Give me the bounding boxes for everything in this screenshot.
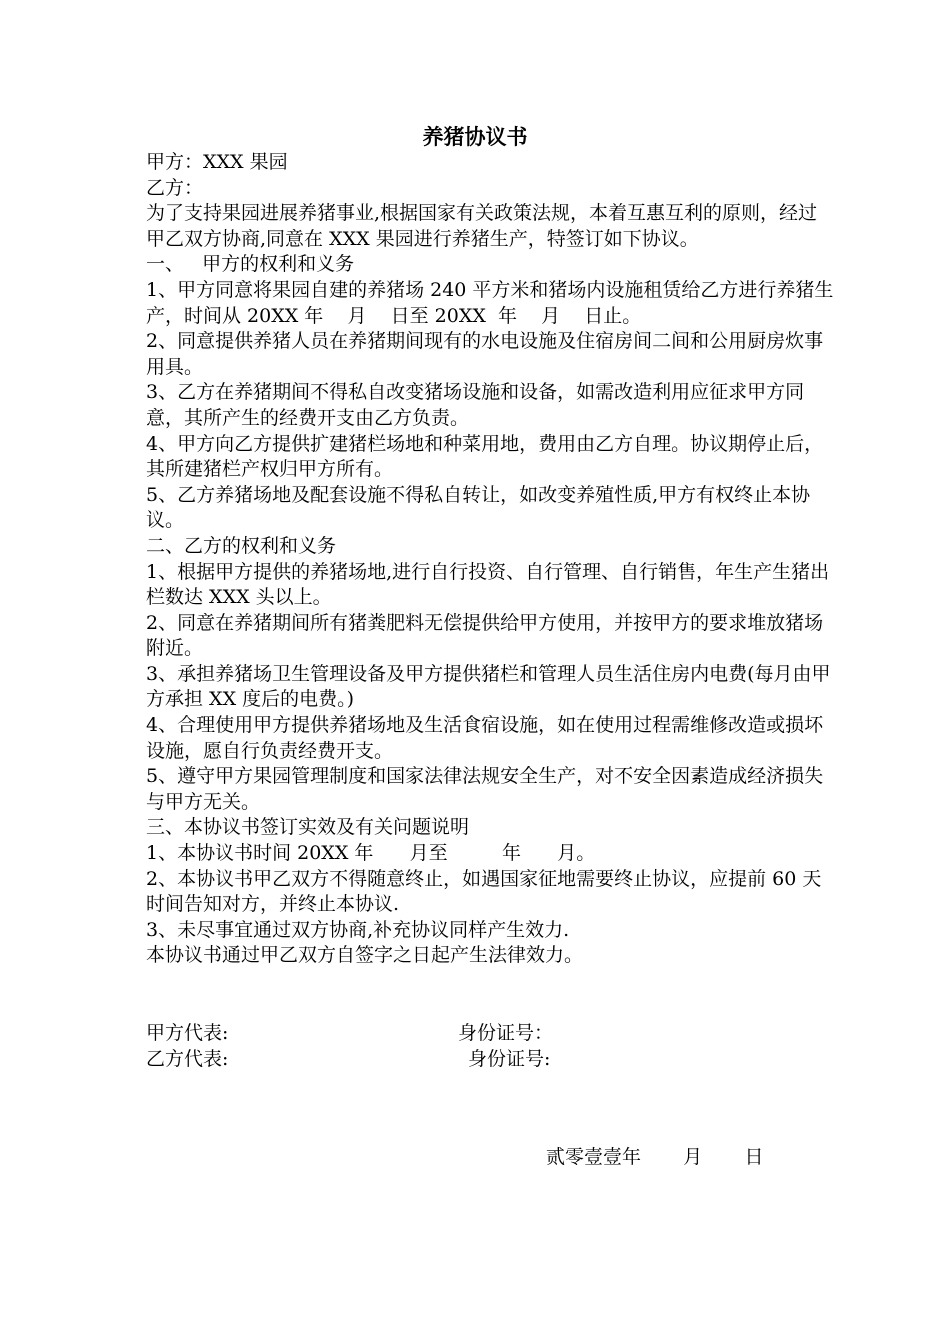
clause-a-2: 2、同意提供养猪人员在养猪期间现有的水电设施及住宿房间二间和公用厨房炊事用具。 — [146, 330, 824, 378]
document-title: 养猪协议书 — [422, 124, 528, 149]
clause-c-1: 1、本协议书时间 20XX 年 月至 年 月。 — [146, 842, 596, 865]
party-b-line: 乙方： — [146, 176, 204, 199]
clause-b-2: 2、同意在养猪期间所有猪粪肥料无偿提供给甲方使用，并按甲方的要求堆放猪场附近。 — [146, 611, 824, 660]
clause-a-3: 3、乙方在养猪期间不得私自改变猪场设施和设备，如需改造利用应征求甲方同意，其所产生的经费开支由乙方负责。 — [146, 381, 805, 429]
effective-statement: 本协议书通过甲乙双方自签字之日起产生法律效力。 — [146, 944, 584, 967]
signing-date: 贰零壹壹年 月 日 — [546, 1146, 764, 1168]
clause-c-3: 3、未尽事宜通过双方协商,补充协议同样产生效力. — [146, 918, 570, 941]
clause-b-5: 5、遵守甲方果园管理制度和国家法律法规安全生产，对不安全因素造成经济损失与甲方无关。 — [146, 765, 824, 813]
section-heading-party-b: 二、乙方的权利和义务 — [146, 534, 337, 557]
preamble-paragraph: 为了支持果园进展养猪事业,根据国家有关政策法规，本着互惠互利的原则，经过甲乙双方协商,同意在 XXX 果园进行养猪生产，特签订如下协议。 — [146, 202, 818, 250]
document-body — [146, 150, 836, 969]
clause-b-1: 1、根据甲方提供的养猪场地,进行自行投资、自行管理、自行销售，年生产生猪出栏数达 XXX 头以上。 — [146, 560, 830, 609]
clause-a-1: 1、甲方同意将果园自建的养猪场 240 平方米和猪场内设施租赁给乙方进行养猪生产，时间从 20XX 年 月 日至 20XX 年 月 日止。 — [146, 278, 834, 327]
section-heading-party-a: 一、 甲方的权利和义务 — [146, 253, 355, 276]
party-b-id-label: 身份证号: — [468, 1048, 551, 1070]
clause-b-3: 3、承担养猪场卫生管理设备及甲方提供猪栏和管理人员生活住房内电费(每月由甲方承担 XX 度后的电费。) — [146, 662, 831, 711]
party-a-id-label: 身份证号： — [458, 1022, 554, 1044]
clause-a-4: 4、甲方向乙方提供扩建猪栏场地和种菜用地，费用由乙方自理。协议期停止后，其所建猪栏产权归甲方所有。 — [146, 432, 824, 481]
party-a-line: 甲方：XXX 果园 — [146, 151, 288, 173]
clause-c-2: 2、本协议书甲乙双方不得随意终止，如遇国家征地需要终止协议，应提前 60 天时间告知对方，并终止本协议. — [146, 867, 822, 916]
party-a-representative-label: 甲方代表: — [146, 1022, 229, 1044]
clause-a-5: 5、乙方养猪场地及配套设施不得私自转让，如改变养殖性质,甲方有权终止本协议。 — [146, 483, 811, 532]
clause-b-4: 4、合理使用甲方提供养猪场地及生活食宿设施，如在使用过程需维修改造或损坏设施，愿自行负责经费开支。 — [146, 714, 824, 762]
section-heading-terms: 三、本协议书签订实效及有关问题说明 — [146, 816, 470, 839]
party-b-representative-label: 乙方代表: — [146, 1048, 229, 1070]
